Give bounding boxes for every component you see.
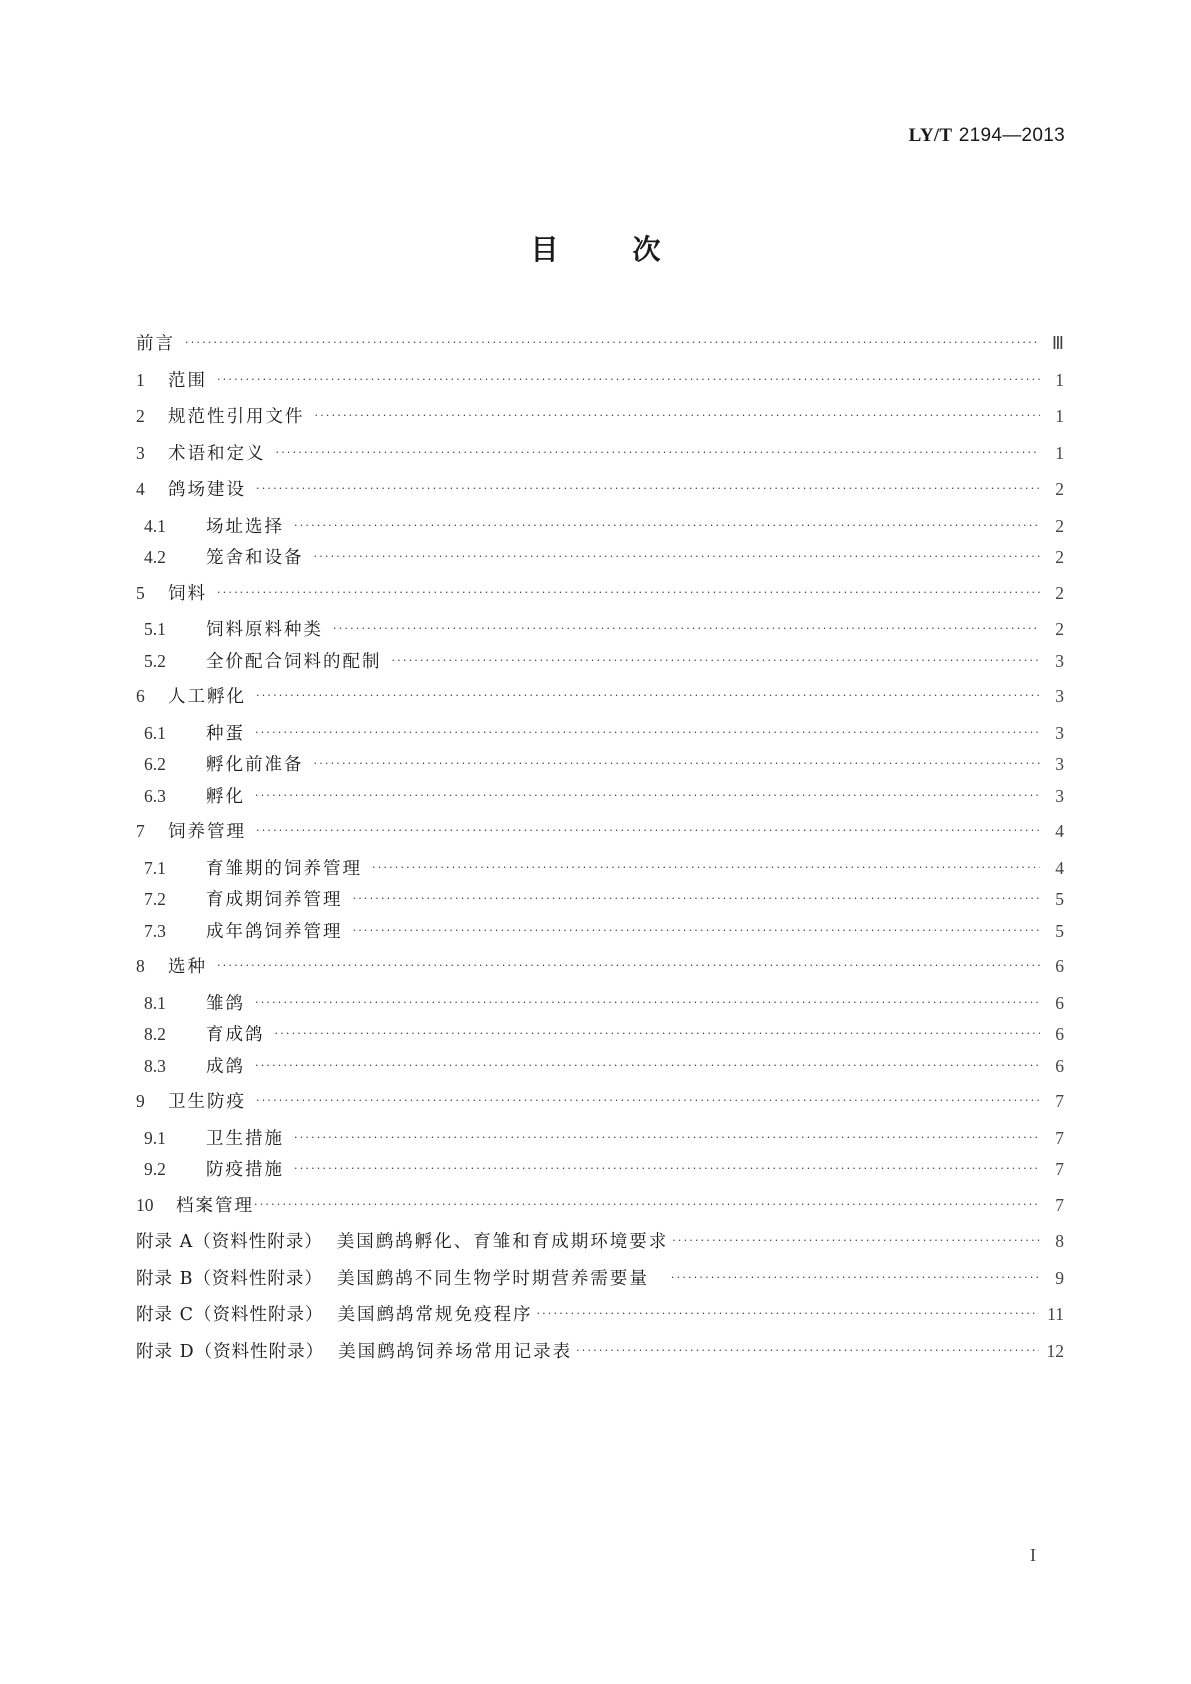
toc-label: 种蛋: [206, 723, 245, 744]
dot-leader: [255, 726, 1040, 739]
dot-leader: [353, 924, 1041, 937]
toc-page: 11: [1047, 1304, 1064, 1324]
toc-page: 3: [1055, 754, 1064, 774]
toc-page: 3: [1055, 650, 1064, 671]
toc-number: 5.1: [144, 619, 166, 639]
toc-subentry[interactable]: [136, 1053, 1064, 1085]
toc-page: 7: [1055, 1194, 1064, 1215]
dot-leader: [672, 1234, 1040, 1247]
toc-label: 孵化前准备: [206, 755, 304, 775]
standard-code: [909, 124, 1065, 147]
toc-label: 防疫措施: [206, 1160, 284, 1180]
dot-leader: [315, 409, 1041, 422]
toc-entry[interactable]: [136, 367, 1064, 404]
toc-entry[interactable]: [136, 580, 1064, 617]
toc-label: 雏鸽: [206, 993, 245, 1014]
toc-entry[interactable]: [136, 683, 1064, 720]
dot-leader: [392, 654, 1041, 667]
dot-leader: [256, 1094, 1040, 1107]
toc-appendix-b[interactable]: [136, 1265, 1064, 1302]
toc-entry[interactable]: [136, 818, 1064, 855]
appendix-label: 美国鹧鸪孵化、育雏和育成期环境要求: [336, 1232, 669, 1252]
toc-number: 1: [136, 369, 145, 390]
dot-leader: [254, 1198, 1040, 1211]
toc-page: 7: [1055, 1127, 1064, 1148]
toc-page: 2: [1055, 515, 1064, 536]
dot-leader: [217, 586, 1040, 599]
toc-entry[interactable]: [136, 330, 1064, 367]
toc-number: 9.1: [144, 1127, 166, 1148]
toc-page: 5: [1055, 920, 1064, 941]
toc-page: 3: [1055, 722, 1064, 743]
toc-entry[interactable]: [136, 1088, 1064, 1125]
toc-number: 7.3: [144, 920, 166, 941]
dot-leader: [671, 1271, 1040, 1284]
toc-label: 卫生措施: [206, 1128, 284, 1149]
toc-label: 成鸽: [206, 1056, 245, 1077]
dot-leader: [294, 519, 1040, 532]
toc-page: Ⅲ: [1051, 333, 1064, 353]
toc-number: 10: [136, 1194, 154, 1215]
appendix-prefix: 附录 A（资料性附录）: [136, 1232, 323, 1252]
toc-subentry[interactable]: [136, 648, 1064, 680]
toc-subentry[interactable]: [136, 990, 1064, 1022]
dot-leader: [185, 336, 1040, 349]
toc-subentry[interactable]: [136, 720, 1064, 752]
dot-leader: [217, 373, 1040, 386]
toc-number: 7.2: [144, 889, 166, 909]
toc-subentry[interactable]: [136, 1021, 1064, 1053]
toc-subentry[interactable]: [136, 513, 1064, 545]
toc-entry[interactable]: [136, 476, 1064, 513]
dot-leader: [255, 789, 1040, 802]
toc-label: 育雏期的饲养管理: [206, 858, 362, 879]
dot-leader: [314, 550, 1041, 563]
dot-leader: [276, 446, 1041, 459]
dot-leader: [255, 1059, 1040, 1072]
toc-page: 4: [1055, 857, 1064, 878]
toc-appendix-a[interactable]: [136, 1228, 1064, 1265]
toc-number: 4.2: [144, 547, 166, 567]
toc-number: 5.2: [144, 650, 166, 671]
dot-leader: [353, 892, 1041, 905]
toc-label: 孵化: [206, 786, 245, 807]
page-title: [0, 228, 1191, 268]
appendix-label: 美国鹧鸪常规免疫程序: [337, 1305, 533, 1325]
toc-page: 2: [1055, 619, 1064, 639]
dot-leader: [372, 861, 1040, 874]
toc-number: 6.2: [144, 754, 166, 774]
toc-page: 9: [1055, 1267, 1064, 1288]
toc-page: 4: [1055, 821, 1064, 841]
toc-page: 6: [1055, 992, 1064, 1013]
toc-subentry[interactable]: [136, 783, 1064, 815]
appendix-prefix: 附录 B（资料性附录）: [136, 1268, 323, 1289]
toc-label: 前言: [136, 334, 175, 354]
dot-leader: [256, 482, 1040, 495]
toc-number: 6.1: [144, 722, 166, 743]
toc-label: 全价配合饲料的配制: [206, 651, 382, 672]
toc-label: 卫生防疫: [168, 1092, 246, 1112]
toc-page: 5: [1055, 889, 1064, 909]
dot-leader: [217, 959, 1040, 972]
toc-number: 3: [136, 442, 145, 463]
toc-appendix-c[interactable]: [136, 1301, 1064, 1338]
toc-subentry[interactable]: [136, 544, 1064, 576]
toc-label: 术语和定义: [168, 443, 266, 464]
toc-number: 4: [136, 479, 145, 499]
dot-leader: [333, 622, 1040, 635]
toc-subentry[interactable]: [136, 855, 1064, 887]
toc-page: 7: [1055, 1091, 1064, 1111]
toc-number: 9.2: [144, 1159, 166, 1179]
toc-subentry[interactable]: [136, 886, 1064, 918]
toc-label: 饲养管理: [168, 822, 246, 842]
toc-page: 1: [1055, 442, 1064, 463]
toc-number: 8.2: [144, 1024, 166, 1044]
toc-label: 育成鸽: [206, 1025, 265, 1045]
toc-label: 饲料原料种类: [206, 620, 323, 640]
toc-number: 2: [136, 406, 145, 426]
toc-entry[interactable]: [136, 953, 1064, 990]
standard-code-prefix: LY/T: [908, 125, 953, 146]
page-number: I: [1030, 1545, 1036, 1565]
dot-leader: [314, 757, 1041, 770]
toc-number: 6.3: [144, 785, 166, 806]
toc-subentry[interactable]: [136, 616, 1064, 648]
title-char-1: 目: [530, 233, 559, 266]
appendix-prefix: 附录 D（资料性附录）: [136, 1341, 325, 1362]
appendix-label: 美国鹧鸪饲养场常用记录表: [338, 1341, 573, 1362]
toc-number: 5: [136, 582, 145, 603]
toc-number: 7.1: [144, 857, 166, 878]
appendix-label: 美国鹧鸪不同生物学时期营养需要量: [336, 1268, 649, 1289]
toc-number: 8.1: [144, 992, 166, 1013]
toc-page: 6: [1055, 1024, 1064, 1044]
toc-number: 8: [136, 956, 145, 976]
toc-number: 8.3: [144, 1055, 166, 1076]
toc-page: 8: [1055, 1231, 1064, 1251]
toc-label: 场址选择: [206, 516, 284, 537]
title-char-2: 次: [632, 233, 661, 266]
standard-code-number: 2194—2013: [958, 125, 1065, 146]
dot-leader: [256, 824, 1040, 837]
toc-label: 范围: [168, 370, 207, 391]
toc-entry[interactable]: [136, 403, 1064, 440]
toc-page: 3: [1055, 785, 1064, 806]
toc-number: 7: [136, 821, 145, 841]
toc-number: 6: [136, 686, 145, 706]
toc-subentry[interactable]: [136, 918, 1064, 950]
dot-leader: [256, 689, 1040, 702]
toc-number: 9: [136, 1091, 145, 1111]
toc-page: 3: [1055, 686, 1064, 706]
toc-subentry[interactable]: [136, 1156, 1064, 1188]
toc-page: 12: [1046, 1340, 1064, 1361]
toc-subentry[interactable]: [136, 751, 1064, 783]
toc-page: 6: [1055, 1055, 1064, 1076]
dot-leader: [576, 1344, 1038, 1357]
dot-leader: [294, 1131, 1040, 1144]
toc-label: 选种: [168, 957, 207, 977]
toc-subentry[interactable]: [136, 1125, 1064, 1157]
toc-label: 育成期饲养管理: [206, 890, 343, 910]
toc-appendix-d[interactable]: [136, 1338, 1064, 1375]
toc-number: 4.1: [144, 515, 166, 536]
toc-page: 2: [1055, 547, 1064, 567]
table-of-contents: [136, 330, 1064, 1374]
toc-label: 规范性引用文件: [168, 407, 305, 427]
toc-page: 7: [1055, 1159, 1064, 1179]
toc-entry[interactable]: [136, 440, 1064, 477]
toc-label: 鸽场建设: [168, 480, 246, 500]
dot-leader: [536, 1307, 1039, 1320]
toc-page: 2: [1055, 582, 1064, 603]
toc-label: 笼舍和设备: [206, 548, 304, 568]
toc-page: 1: [1055, 369, 1064, 390]
toc-label: 饲料: [168, 583, 207, 604]
toc-label: 档案管理: [176, 1195, 254, 1216]
dot-leader: [275, 1027, 1041, 1040]
toc-page: 1: [1055, 406, 1064, 426]
dot-leader: [294, 1162, 1040, 1175]
toc-page: 6: [1055, 956, 1064, 976]
appendix-prefix: 附录 C（资料性附录）: [136, 1305, 324, 1325]
toc-label: 成年鸽饲养管理: [206, 921, 343, 942]
dot-leader: [255, 996, 1040, 1009]
toc-label: 人工孵化: [168, 687, 246, 707]
toc-entry[interactable]: [136, 1192, 1064, 1229]
toc-page: 2: [1055, 479, 1064, 499]
